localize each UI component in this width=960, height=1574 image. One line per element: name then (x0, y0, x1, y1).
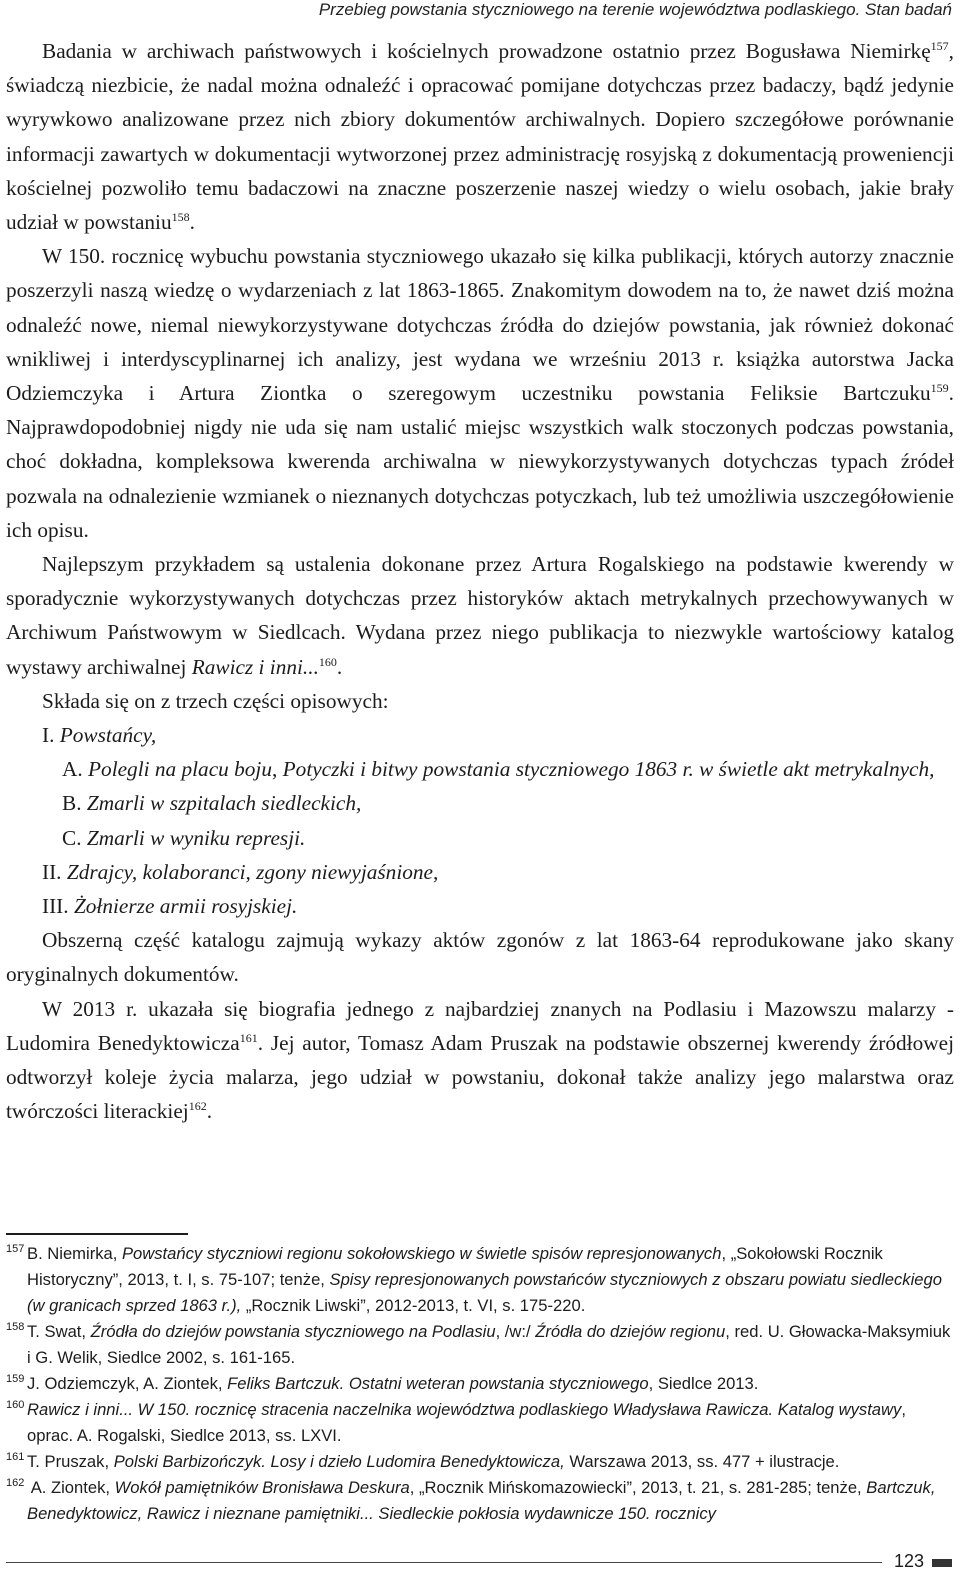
footnote-ref-158: 158 (171, 209, 190, 224)
footnote-text: , Siedlce 2013. (648, 1374, 759, 1393)
p2-text-a: W 150. rocznicę wybuchu powstania styczniowego ukazało się kilka publikacji, których autorzy znacznie poszerzyli naszą wiedzę o wydarzeniach z lat 1863-1865. Znakomitym dowodem na to, że nawet dziś można odnaleźć nowe, niemal niewykorzystywane dotychczas źródła do dziejów powstania, jak również dokonać wnikliwej i interdyscyplinarnej ich analizy, jest wydana we wrześniu 2013 r. książka autorstwa Jacka Odziemczyka i Artura Ziontka o szeregowym uczestniku powstania Feliksie Bartczuku (6, 244, 954, 406)
page-number: 123 (893, 1551, 924, 1571)
footnote-text: A. Ziontek, (27, 1478, 115, 1497)
paragraph-5: Obszerną część katalogu zajmują wykazy aktów zgonów z lat 1863-64 reprodukowane jako skany oryginalnych dokumentów. (6, 928, 954, 987)
footer-rule (6, 1562, 882, 1563)
list-letter: A. (62, 757, 89, 782)
footnote-title: Wokół pamiętników Bronisława Deskura (114, 1478, 410, 1497)
list-separator: , (272, 757, 283, 782)
list-text: Potyczki i bitwy powstania styczniowego 1863 r. w świetle akt metrykalnych, (282, 757, 935, 782)
footnote-title: Źródła do dziejów powstania styczniowego na Podlasiu (90, 1322, 496, 1341)
p1-text-b: , świadczą niezbicie, że nadal można odnaleźć i opracować pomijane dotychczas przez badaczy, bądź jedynie wyrywkowo analizowane przez nich zbiory dokumentów archiwalnych. Dopiero szczegółowe porównanie informacji zawartych w dokumentacji wytworzonej przez administrację rosyjską z dokumentacją proweniencji kościelnej pozwoliło temu badaczowi na znaczne poszerzenie naszej wiedzy o wielu osobach, jakie brały udział w powstaniu (6, 39, 954, 235)
footnote-title: Źródła do dziejów regionu (535, 1322, 726, 1341)
list-item-c (6, 821, 954, 855)
footnote-text: T. Pruszak, (27, 1452, 114, 1471)
footnote-title: Bartczuk, Benedyktowicz, Rawicz i nieznane pamiętniki... Siedleckie pokłosia wydawnicze 150. rocznicy (27, 1478, 936, 1523)
list-number: I. (42, 723, 60, 748)
footnote-ref-162: 162 (188, 1099, 207, 1114)
list-item-ii (6, 855, 954, 889)
footnote-text: „Rocznik Liwski”, 2012-2013, t. VI, s. 175-220. (241, 1296, 586, 1315)
running-header: Przebieg powstania styczniowego na terenie województwa podlaskiego. Stan badań (318, 0, 952, 19)
footnote-separator (6, 1233, 188, 1235)
p6-text-b: . Jej autor, Tomasz Adam Pruszak na podstawie obszernej kwerendy źródłowej odtworzył koleje życia malarza, jego udział w powstaniu, dokonał także analizy jego malarstwa oraz twórczości literackiej (6, 1030, 954, 1124)
footnote-text: Warszawa 2013, ss. 477 + ilustracje. (564, 1452, 840, 1471)
footnote-161: $^{161}$ T. Pruszak, Polski Barbizończyk. Losy i dzieło Ludomira Benedyktowicza, Warszawa 2013, ss. 477 + ilustracje. (6, 1451, 840, 1471)
main-text (6, 34, 954, 1129)
list-text: Zmarli w szpitalach siedleckich, (86, 791, 362, 816)
footnote-158: $^{158}$ T. Swat, Źródła do dziejów powstania styczniowego na Podlasiu, /w:/ Źródła do dziejów regionu, red. U. Głowacka-Maksymiuk i G. Welik, Siedlce 2002, s. 161-165. (6, 1321, 951, 1367)
footnote-text: , „Sokołowski Rocznik Historyczny”, 2013, t. I, s. 75-107; tenże, (27, 1244, 883, 1289)
paragraph-3 (6, 547, 954, 684)
footnote-title: Feliks Bartczuk. Ostatni weteran powstania styczniowego (227, 1374, 649, 1393)
list-item-i (6, 718, 954, 752)
footnote-ref-159: 159 (930, 380, 949, 395)
footnote-title: Rawicz i inni... W 150. rocznicę stracenia naczelnika województwa podlaskiego Władysława Rawicza. Katalog wystawy (27, 1400, 902, 1419)
paragraph-2 (6, 239, 954, 547)
footnote-160: $^{160}$ Rawicz i inni... W 150. rocznicę stracenia naczelnika województwa podlaskiego Władysława Rawicza. Katalog wystawy, oprac. A. Rogalski, Siedlce 2013, ss. LXVI. (6, 1399, 906, 1445)
list-item-b (6, 786, 954, 820)
footnote-title: Powstańcy styczniowi regionu sokołowskiego w świetle spisów represjonowanych (121, 1244, 722, 1263)
footnote-162: $^{162}$ A. Ziontek, Wokół pamiętników Bronisława Deskura, „Rocznik Mińskomazowiecki”, 2013, t. 21, s. 281-285; tenże, Bartczuk, Benedyktowicz, Rawicz i nieznane pamiętniki... Siedleckie pokłosia wydawnicze 150. rocznicy (6, 1477, 936, 1523)
footnote-text: , „Rocznik Mińskomazowiecki”, 2013, t. 21, s. 281-285; tenże, (409, 1478, 867, 1497)
footnote-ref-160: 160 (318, 654, 337, 669)
paragraph-4: Składa się on z trzech części opisowych: (42, 688, 389, 713)
paragraph-6 (6, 992, 954, 1129)
list-text: Powstańcy, (59, 723, 157, 748)
footnote-159: $^{159}$ J. Odziemczyk, A. Ziontek, Feliks Bartczuk. Ostatni weteran powstania styczniowego, Siedlce 2013. (6, 1373, 759, 1393)
list-text: Polegli na placu boju (88, 757, 272, 782)
footnotes (6, 1241, 954, 1527)
list-item-a (6, 752, 954, 786)
list-text: Żołnierze armii rosyjskiej. (73, 894, 298, 919)
p1-text-c: . (189, 210, 195, 235)
footnote-text: , red. U. Głowacka-Maksymiuk i G. Welik, Siedlce 2002, s. 161-165. (27, 1322, 951, 1367)
page-footer (0, 1550, 960, 1574)
p3-text-b: . (336, 654, 343, 679)
footnote-text: B. Niemirka, (27, 1244, 122, 1263)
footnote-title: Spisy represjonowanych powstańców styczniowych z obszaru powiatu siedleckiego (w granicach sprzed 1863 r.), (27, 1270, 942, 1315)
list-letter: C. (62, 825, 87, 850)
p3-catalog-title: Rawicz i inni... (191, 654, 319, 679)
footnote-text: T. Swat, (27, 1322, 91, 1341)
footnote-text: , /w:/ (495, 1322, 536, 1341)
footnote-text: J. Odziemczyk, A. Ziontek, (27, 1374, 228, 1393)
list-number: III. (42, 894, 74, 919)
footer-marker (932, 1559, 952, 1567)
p3-text-a: Najlepszym przykładem są ustalenia dokonane przez Artura Rogalskiego na podstawie kwerendy w sporadycznie wykorzystywanych dotychczas przez historyków aktach metrykalnych przechowywanych w Archiwum Państwowym w Siedlcach. Wydana przez niego publikacja to niezwykle wartościowy katalog wystawy archiwalnej (6, 552, 954, 679)
list-text: Zmarli w wyniku represji. (86, 825, 306, 850)
list-number: II. (42, 859, 67, 884)
p2-text-b: . Najprawdopodobniej nigdy nie uda się nam ustalić miejsc wszystkich walk stoczonych podczas powstania, choć dokładna, kompleksowa kwerenda archiwalna w niewykorzystywanych dotychczas typach źródeł pozwala na odnalezienie wzmianek o nieznanych dotychczas potyczkach, lub też umożliwia uszczegółowienie ich opisu. (6, 381, 954, 542)
p1-text-a: Badania w archiwach państwowych i kościelnych prowadzone ostatnio przez Bogusława Niemirkę (42, 39, 931, 63)
footnote-title: Polski Barbizończyk. Losy i dzieło Ludomira Benedyktowicza, (113, 1452, 565, 1471)
list-text: Zdrajcy, kolaboranci, zgony niewyjaśnione, (66, 859, 439, 884)
list-letter: B. (62, 791, 87, 816)
p6-text-c: . (206, 1099, 213, 1124)
footnote-ref-157: 157 (930, 38, 949, 53)
paragraph-1 (6, 34, 954, 239)
footnote-ref-161: 161 (239, 1030, 258, 1045)
p6-text-a: W 2013 r. ukazała się biografia jednego z najbardziej znanych na Podlasiu i Mazowszu malarzy - Ludomira Benedyktowicza (6, 996, 954, 1055)
list-item-iii (6, 889, 954, 923)
footnote-157: $^{157}$ B. Niemirka, Powstańcy styczniowi regionu sokołowskiego w świetle spisów represjonowanych, „Sokołowski Rocznik Historyczny”, 2013, t. I, s. 75-107; tenże, Spisy represjonowanych powstańców styczniowych z obszaru powiatu siedleckiego (w granicach sprzed 1863 r.), „Rocznik Liwski”, 2012-2013, t. VI, s. 175-220. (6, 1243, 942, 1315)
footnote-text: , oprac. A. Rogalski, Siedlce 2013, ss. LXVI. (27, 1400, 906, 1445)
